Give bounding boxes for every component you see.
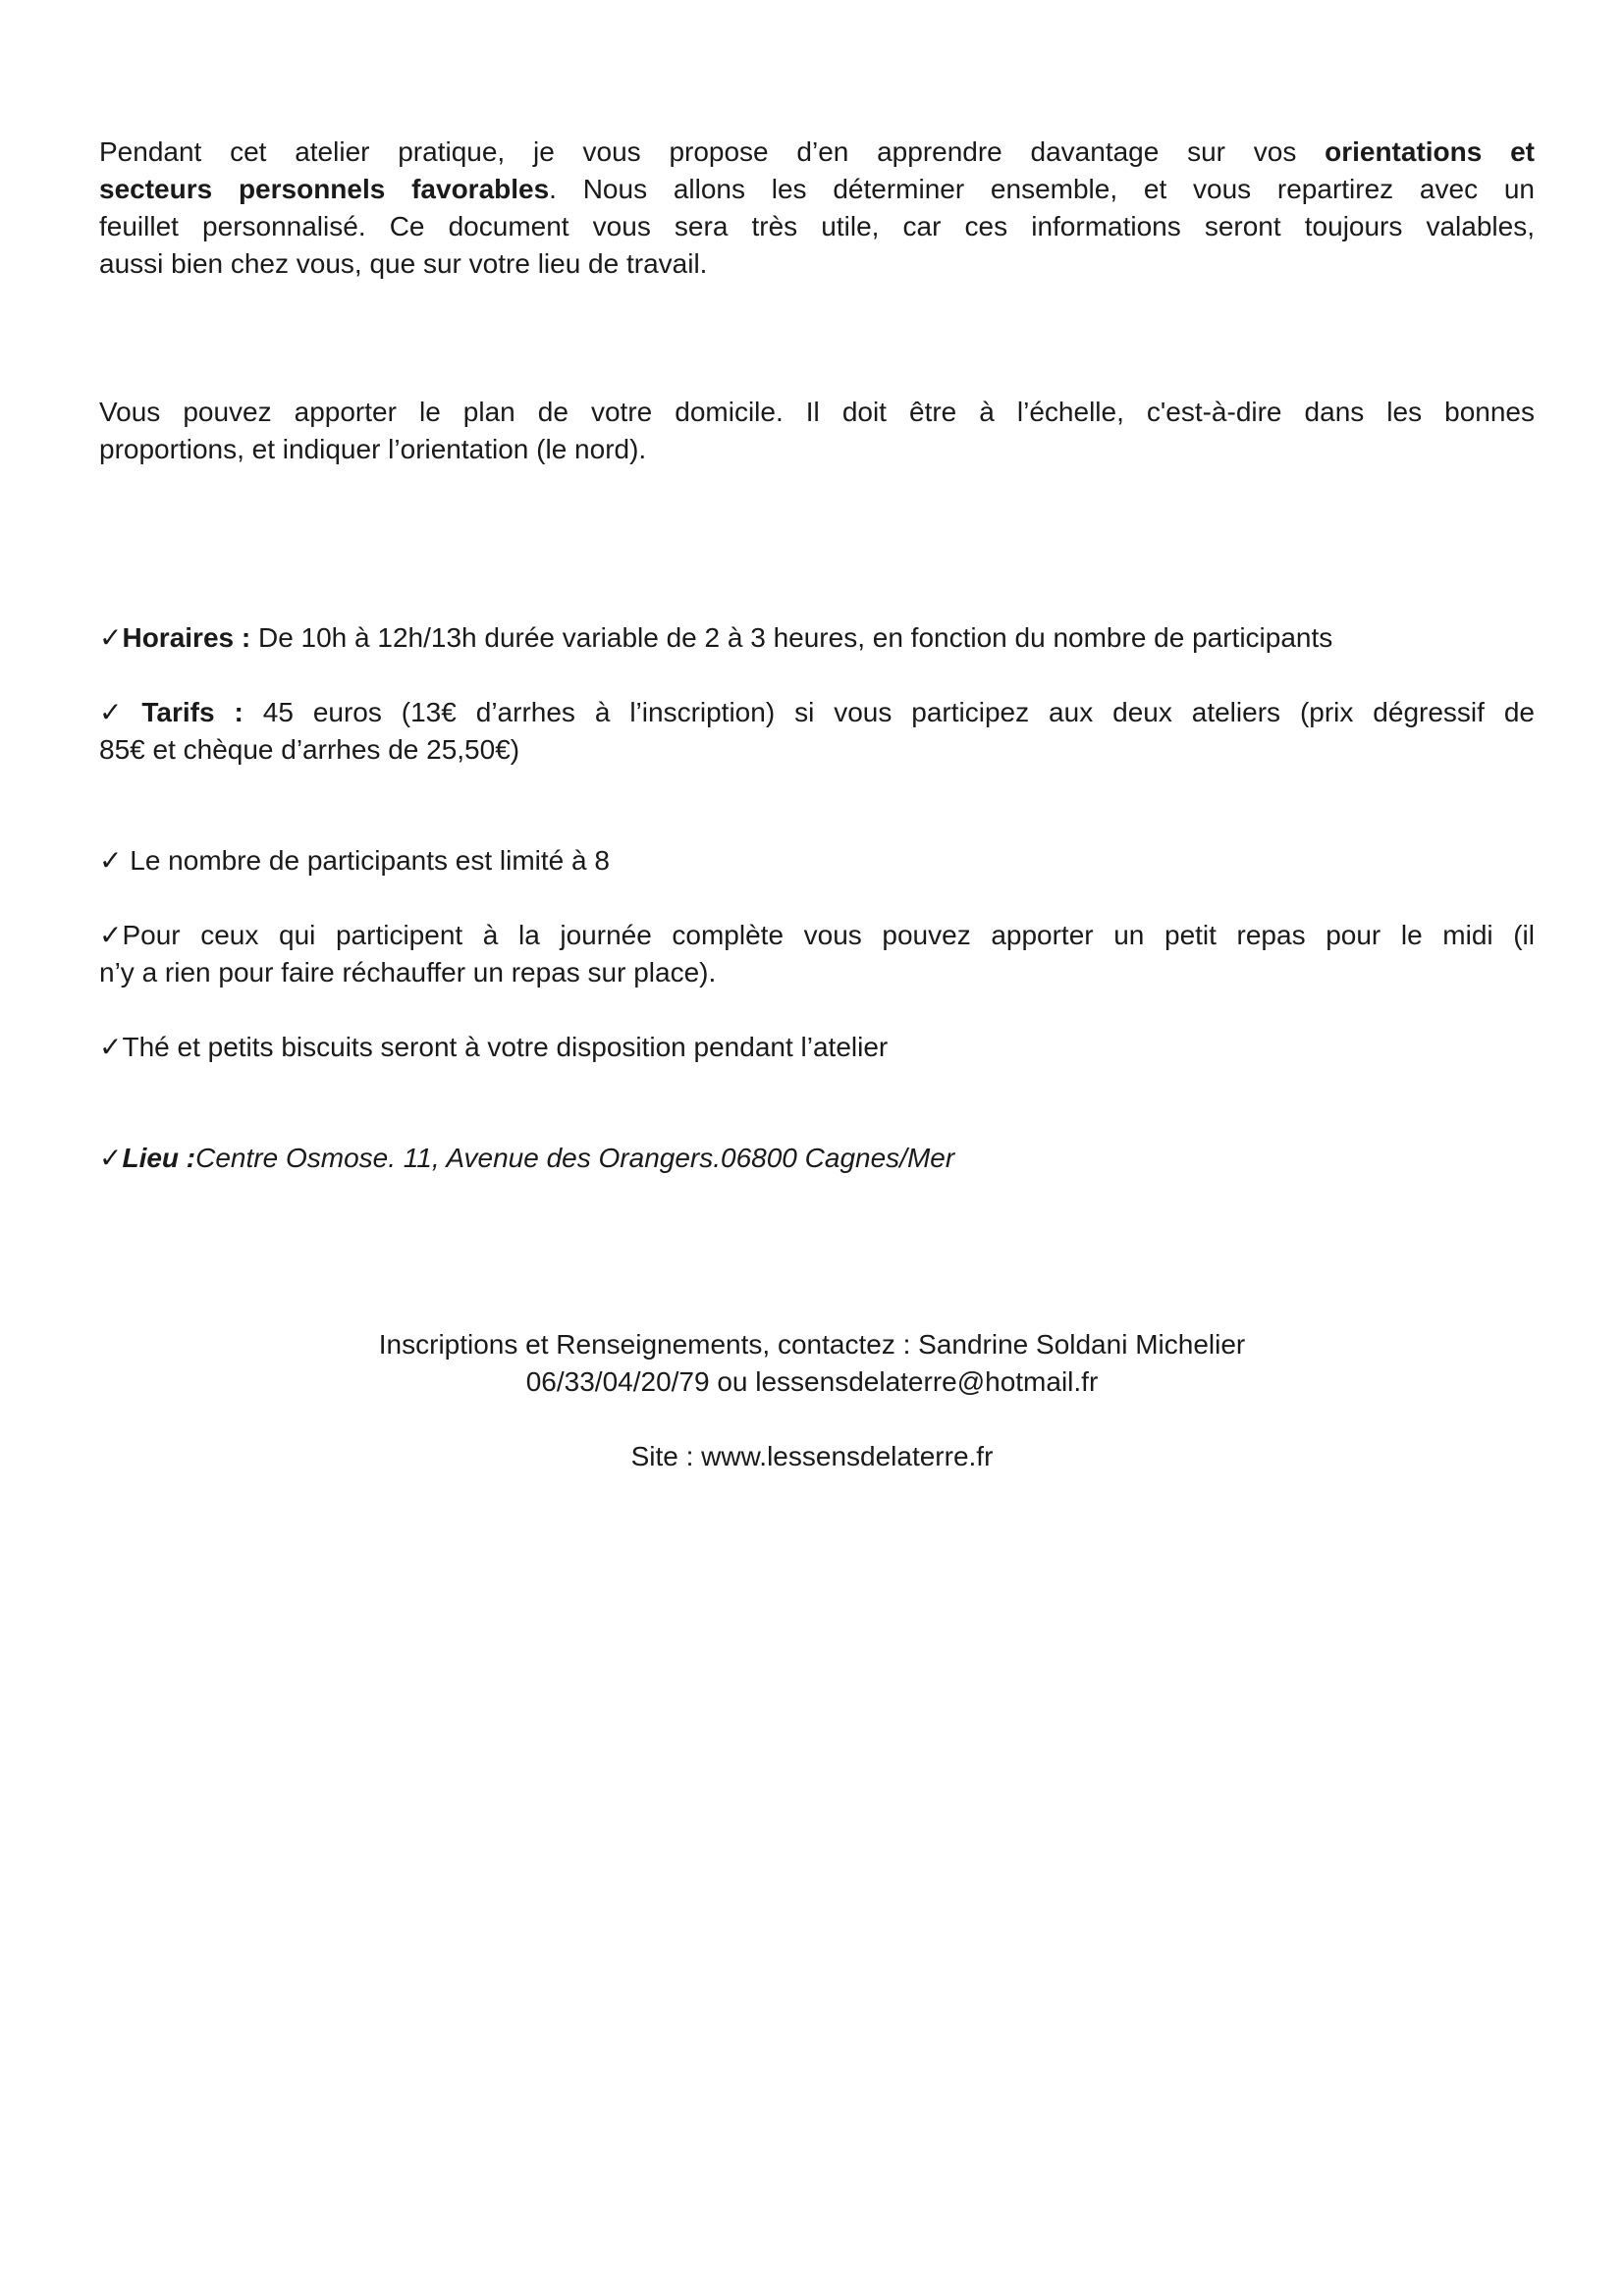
checkmark-icon: ✓ [99, 845, 123, 876]
tarifs-line-2: 85€ et chèque d’arrhes de 25,50€) [99, 734, 520, 765]
participants-item [99, 842, 1543, 880]
site-line: Site : www.lessensdelaterre.fr [630, 1441, 994, 1471]
intro-bold-text-2: secteurs personnels favorables [99, 174, 550, 204]
lieu-text: Centre Osmose. 11, Avenue des Orangers.06800 Cagnes/Mer [195, 1143, 955, 1173]
intro-line-1 [99, 133, 1535, 171]
checkmark-icon: ✓ [99, 622, 123, 653]
checkmark-icon: ✓ [99, 1032, 123, 1062]
intro-text-2: . Nous allons les déterminer ensemble, et vous repartirez avec un [549, 174, 1535, 204]
intro-line-2 [99, 171, 1535, 208]
checkmark-icon: ✓ [99, 697, 123, 727]
repas-item [99, 917, 1535, 991]
lieu-label: Lieu : [122, 1143, 196, 1173]
checkmark-icon: ✓ [99, 920, 123, 950]
horaires-label: Horaires : [122, 622, 251, 653]
plan-line-2: proportions, et indiquer l’orientation (le nord). [99, 434, 647, 464]
checkmark-icon: ✓ [99, 1143, 123, 1173]
tarifs-item [99, 694, 1535, 769]
horaires-item [99, 619, 1543, 657]
tarifs-label: Tarifs : [141, 697, 244, 727]
plan-paragraph [99, 394, 1535, 468]
repas-text: Pour ceux qui participent à la journée complète vous pouvez apporter un petit repas pour le midi (il [122, 920, 1535, 950]
the-text: Thé et petits biscuits seront à votre disposition pendant l’atelier [122, 1032, 889, 1062]
intro-line-3: feuillet personnalisé. Ce document vous sera très utile, car ces informations seront toujours valables, [99, 211, 1535, 241]
contact-line-2: 06/33/04/20/79 ou lessensdelaterre@hotmail.fr [525, 1366, 1099, 1397]
horaires-text: De 10h à 12h/13h durée variable de 2 à 3 heures, en fonction du nombre de participants [250, 622, 1333, 653]
lieu-item [99, 1140, 1543, 1177]
tarifs-text: 45 euros (13€ d’arrhes à l’inscription) si vous participez aux deux ateliers (prix dégressif de [243, 697, 1535, 727]
intro-text: Pendant cet atelier pratique, je vous propose d’en apprendre davantage sur vos [99, 136, 1326, 167]
participants-text: Le nombre de participants est limité à 8 [122, 845, 610, 876]
repas-line-2: n’y a rien pour faire réchauffer un repas sur place). [99, 957, 717, 988]
contact-line-1: Inscriptions et Renseignements, contactez : Sandrine Soldani Michelier [378, 1329, 1246, 1360]
tarifs-line-1 [99, 694, 1535, 731]
plan-line-1: Vous pouvez apporter le plan de votre domicile. Il doit être à l’échelle, c'est-à-dire dans les bonnes [99, 397, 1535, 427]
intro-bold-text: orientations et [1325, 136, 1535, 167]
the-item [99, 1029, 1543, 1066]
intro-line-4: aussi bien chez vous, que sur votre lieu de travail. [99, 248, 708, 279]
intro-paragraph [99, 133, 1535, 283]
repas-line-1 [99, 917, 1535, 954]
